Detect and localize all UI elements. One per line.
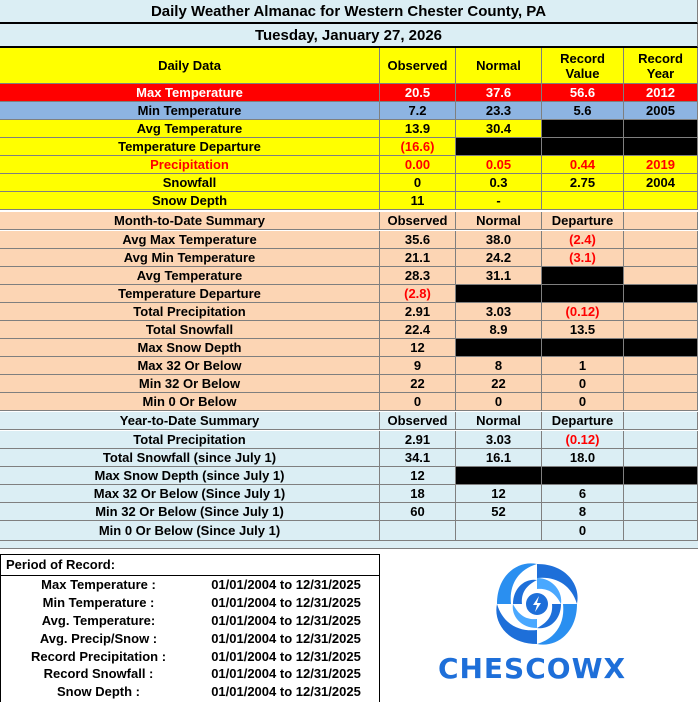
row-normal: 38.0 — [456, 231, 542, 249]
por-range: 01/01/2004 to 12/31/2025 — [211, 612, 361, 628]
row-label: Snow Depth — [0, 192, 380, 210]
row-label: Snowfall — [0, 174, 380, 192]
row-departure: 8 — [542, 503, 624, 521]
row-observed: (2.8) — [380, 285, 456, 303]
row-observed: 21.1 — [380, 249, 456, 267]
blank-cell — [624, 138, 698, 156]
row-normal: 0 — [456, 393, 542, 411]
row-record-value: 56.6 — [542, 84, 624, 102]
almanac-date: Tuesday, January 27, 2026 — [0, 24, 698, 48]
logo-text: CHESCOWX — [437, 652, 627, 685]
row-normal: 24.2 — [456, 249, 542, 267]
mtd-row — [0, 357, 698, 375]
blank-cell — [624, 249, 698, 267]
daily-header-normal: Normal — [456, 48, 542, 84]
mtd-row — [0, 393, 698, 411]
row-label: Min 32 Or Below — [0, 375, 380, 393]
row-observed: 0 — [380, 393, 456, 411]
por-label: Min Temperature : — [42, 595, 155, 611]
por-range: 01/01/2004 to 12/31/2025 — [211, 684, 361, 700]
row-normal: 30.4 — [456, 120, 542, 138]
row-normal: - — [456, 192, 542, 210]
blank-cell — [542, 339, 624, 357]
ytd-row — [0, 485, 698, 503]
ytd-row — [0, 467, 698, 485]
row-departure: 0 — [542, 375, 624, 393]
row-record-year: 2004 — [624, 174, 698, 192]
ytd-spacer-row — [0, 541, 698, 549]
row-observed: 34.1 — [380, 449, 456, 467]
row-normal: 22 — [456, 375, 542, 393]
row-label: Max Temperature — [0, 84, 380, 102]
row-record-year: 2019 — [624, 156, 698, 174]
row-record-year: 2005 — [624, 102, 698, 120]
blank-cell — [624, 485, 698, 503]
blank-cell — [624, 449, 698, 467]
row-normal: 0.3 — [456, 174, 542, 192]
por-row — [1, 576, 379, 594]
ytd-header-row — [0, 412, 698, 430]
blank-cell — [0, 541, 698, 549]
daily-row-avg-temp — [0, 120, 698, 138]
blank-cell — [542, 138, 624, 156]
blank-cell — [456, 285, 542, 303]
daily-row-precipitation — [0, 156, 698, 174]
por-range: 01/01/2004 to 12/31/2025 — [211, 630, 361, 646]
mtd-header-normal: Normal — [456, 212, 542, 230]
almanac-title: Daily Weather Almanac for Western Chester County, PA — [0, 0, 698, 24]
row-observed: 28.3 — [380, 267, 456, 285]
blank-cell — [624, 431, 698, 449]
mtd-header-observed: Observed — [380, 212, 456, 230]
row-label: Min 0 Or Below (Since July 1) — [0, 521, 380, 541]
date-row — [0, 24, 698, 48]
period-of-record-box — [0, 554, 380, 702]
mtd-row — [0, 303, 698, 321]
row-observed: 60 — [380, 503, 456, 521]
por-label: Record Snowfall : — [43, 666, 154, 682]
mtd-row — [0, 375, 698, 393]
blank-cell — [624, 393, 698, 411]
blank-cell — [624, 303, 698, 321]
row-normal: 8.9 — [456, 321, 542, 339]
row-departure: 18.0 — [542, 449, 624, 467]
row-label: Total Precipitation — [0, 431, 380, 449]
row-label: Min 32 Or Below (Since July 1) — [0, 503, 380, 521]
mtd-row — [0, 285, 698, 303]
row-normal: 8 — [456, 357, 542, 375]
por-label: Snow Depth : — [56, 684, 141, 700]
row-departure: (3.1) — [542, 249, 624, 267]
por-range: 01/01/2004 to 12/31/2025 — [211, 577, 361, 593]
daily-row-snowfall — [0, 174, 698, 192]
row-normal: 52 — [456, 503, 542, 521]
row-observed: (16.6) — [380, 138, 456, 156]
por-label: Avg. Temperature: — [41, 612, 156, 628]
row-observed: 20.5 — [380, 84, 456, 102]
row-label: Total Precipitation — [0, 303, 380, 321]
daily-row-max-temp — [0, 84, 698, 102]
por-label: Record Precipitation : — [30, 648, 167, 664]
chescowx-logo — [382, 556, 692, 702]
blank-cell — [456, 339, 542, 357]
row-label: Avg Min Temperature — [0, 249, 380, 267]
por-label: Max Temperature : — [41, 577, 156, 593]
blank-cell — [624, 412, 698, 430]
blank-cell — [624, 357, 698, 375]
mtd-row — [0, 321, 698, 339]
row-departure: 1 — [542, 357, 624, 375]
blank-cell — [542, 467, 624, 485]
row-normal: 3.03 — [456, 303, 542, 321]
mtd-row — [0, 267, 698, 285]
blank-cell — [624, 212, 698, 230]
blank-cell — [542, 120, 624, 138]
por-row — [1, 665, 379, 683]
row-observed: 2.91 — [380, 431, 456, 449]
row-label: Temperature Departure — [0, 138, 380, 156]
row-observed: 9 — [380, 357, 456, 375]
row-record-value: 2.75 — [542, 174, 624, 192]
row-observed: 11 — [380, 192, 456, 210]
mtd-row — [0, 231, 698, 249]
mtd-header-departure: Departure — [542, 212, 624, 230]
row-departure: 6 — [542, 485, 624, 503]
row-observed: 22.4 — [380, 321, 456, 339]
row-observed: 2.91 — [380, 303, 456, 321]
row-label: Avg Temperature — [0, 267, 380, 285]
row-observed: 12 — [380, 339, 456, 357]
daily-row-min-temp — [0, 102, 698, 120]
por-row — [1, 683, 379, 701]
row-label: Avg Temperature — [0, 120, 380, 138]
mtd-row — [0, 339, 698, 357]
por-range: 01/01/2004 to 12/31/2025 — [211, 648, 361, 664]
daily-header-record-value: Record Value — [542, 48, 624, 84]
row-normal: 12 — [456, 485, 542, 503]
row-label: Max 32 Or Below (Since July 1) — [0, 485, 380, 503]
ytd-header-label: Year-to-Date Summary — [0, 412, 380, 430]
row-departure: (0.12) — [542, 431, 624, 449]
blank-cell — [624, 231, 698, 249]
row-observed: 22 — [380, 375, 456, 393]
row-record-value: 0.44 — [542, 156, 624, 174]
row-record-value — [542, 192, 624, 210]
blank-cell — [624, 267, 698, 285]
blank-cell — [456, 138, 542, 156]
por-range: 01/01/2004 to 12/31/2025 — [211, 595, 361, 611]
ytd-row — [0, 431, 698, 449]
row-label: Temperature Departure — [0, 285, 380, 303]
row-record-year: 2012 — [624, 84, 698, 102]
row-label: Max Snow Depth — [0, 339, 380, 357]
row-departure: (2.4) — [542, 231, 624, 249]
blank-cell — [624, 375, 698, 393]
daily-row-snow-depth — [0, 192, 698, 210]
ytd-header-observed: Observed — [380, 412, 456, 430]
row-observed: 18 — [380, 485, 456, 503]
ytd-row — [0, 503, 698, 521]
daily-header-observed: Observed — [380, 48, 456, 84]
ytd-row — [0, 521, 698, 541]
row-observed: 0.00 — [380, 156, 456, 174]
row-observed: 12 — [380, 467, 456, 485]
blank-cell — [456, 467, 542, 485]
row-departure: 0 — [542, 393, 624, 411]
daily-header-label: Daily Data — [0, 48, 380, 84]
row-departure: 13.5 — [542, 321, 624, 339]
por-row — [1, 647, 379, 665]
mtd-row — [0, 249, 698, 267]
ytd-header-departure: Departure — [542, 412, 624, 430]
mtd-header-row — [0, 212, 698, 230]
row-departure: (0.12) — [542, 303, 624, 321]
ytd-header-normal: Normal — [456, 412, 542, 430]
row-record-value: 5.6 — [542, 102, 624, 120]
row-departure: 0 — [542, 521, 624, 541]
daily-header-row — [0, 48, 698, 84]
blank-cell — [542, 267, 624, 285]
por-row — [1, 629, 379, 647]
por-row — [1, 612, 379, 630]
row-label: Avg Max Temperature — [0, 231, 380, 249]
blank-cell — [624, 120, 698, 138]
row-normal: 23.3 — [456, 102, 542, 120]
blank-cell — [624, 503, 698, 521]
blank-cell — [624, 285, 698, 303]
blank-cell — [624, 467, 698, 485]
row-record-year — [624, 192, 698, 210]
row-label: Total Snowfall (since July 1) — [0, 449, 380, 467]
row-observed — [380, 521, 456, 541]
row-normal: 16.1 — [456, 449, 542, 467]
blank-cell — [542, 285, 624, 303]
row-normal: 3.03 — [456, 431, 542, 449]
row-label: Precipitation — [0, 156, 380, 174]
row-label: Total Snowfall — [0, 321, 380, 339]
blank-cell — [624, 339, 698, 357]
row-normal: 0.05 — [456, 156, 542, 174]
daily-header-record-year: Record Year — [624, 48, 698, 84]
daily-row-temp-departure — [0, 138, 698, 156]
blank-cell — [624, 321, 698, 339]
blank-cell — [624, 521, 698, 541]
title-row — [0, 0, 698, 24]
row-observed: 35.6 — [380, 231, 456, 249]
row-normal: 31.1 — [456, 267, 542, 285]
row-label: Max Snow Depth (since July 1) — [0, 467, 380, 485]
row-label: Min 0 Or Below — [0, 393, 380, 411]
row-normal — [456, 521, 542, 541]
ytd-row — [0, 449, 698, 467]
row-label: Max 32 Or Below — [0, 357, 380, 375]
row-normal: 37.6 — [456, 84, 542, 102]
row-observed: 13.9 — [380, 120, 456, 138]
por-row — [1, 594, 379, 612]
mtd-header-label: Month-to-Date Summary — [0, 212, 380, 230]
row-observed: 7.2 — [380, 102, 456, 120]
row-observed: 0 — [380, 174, 456, 192]
por-range: 01/01/2004 to 12/31/2025 — [211, 666, 361, 682]
period-of-record-title: Period of Record: — [1, 555, 379, 576]
por-label: Avg. Precip/Snow : — [39, 630, 158, 646]
row-label: Min Temperature — [0, 102, 380, 120]
